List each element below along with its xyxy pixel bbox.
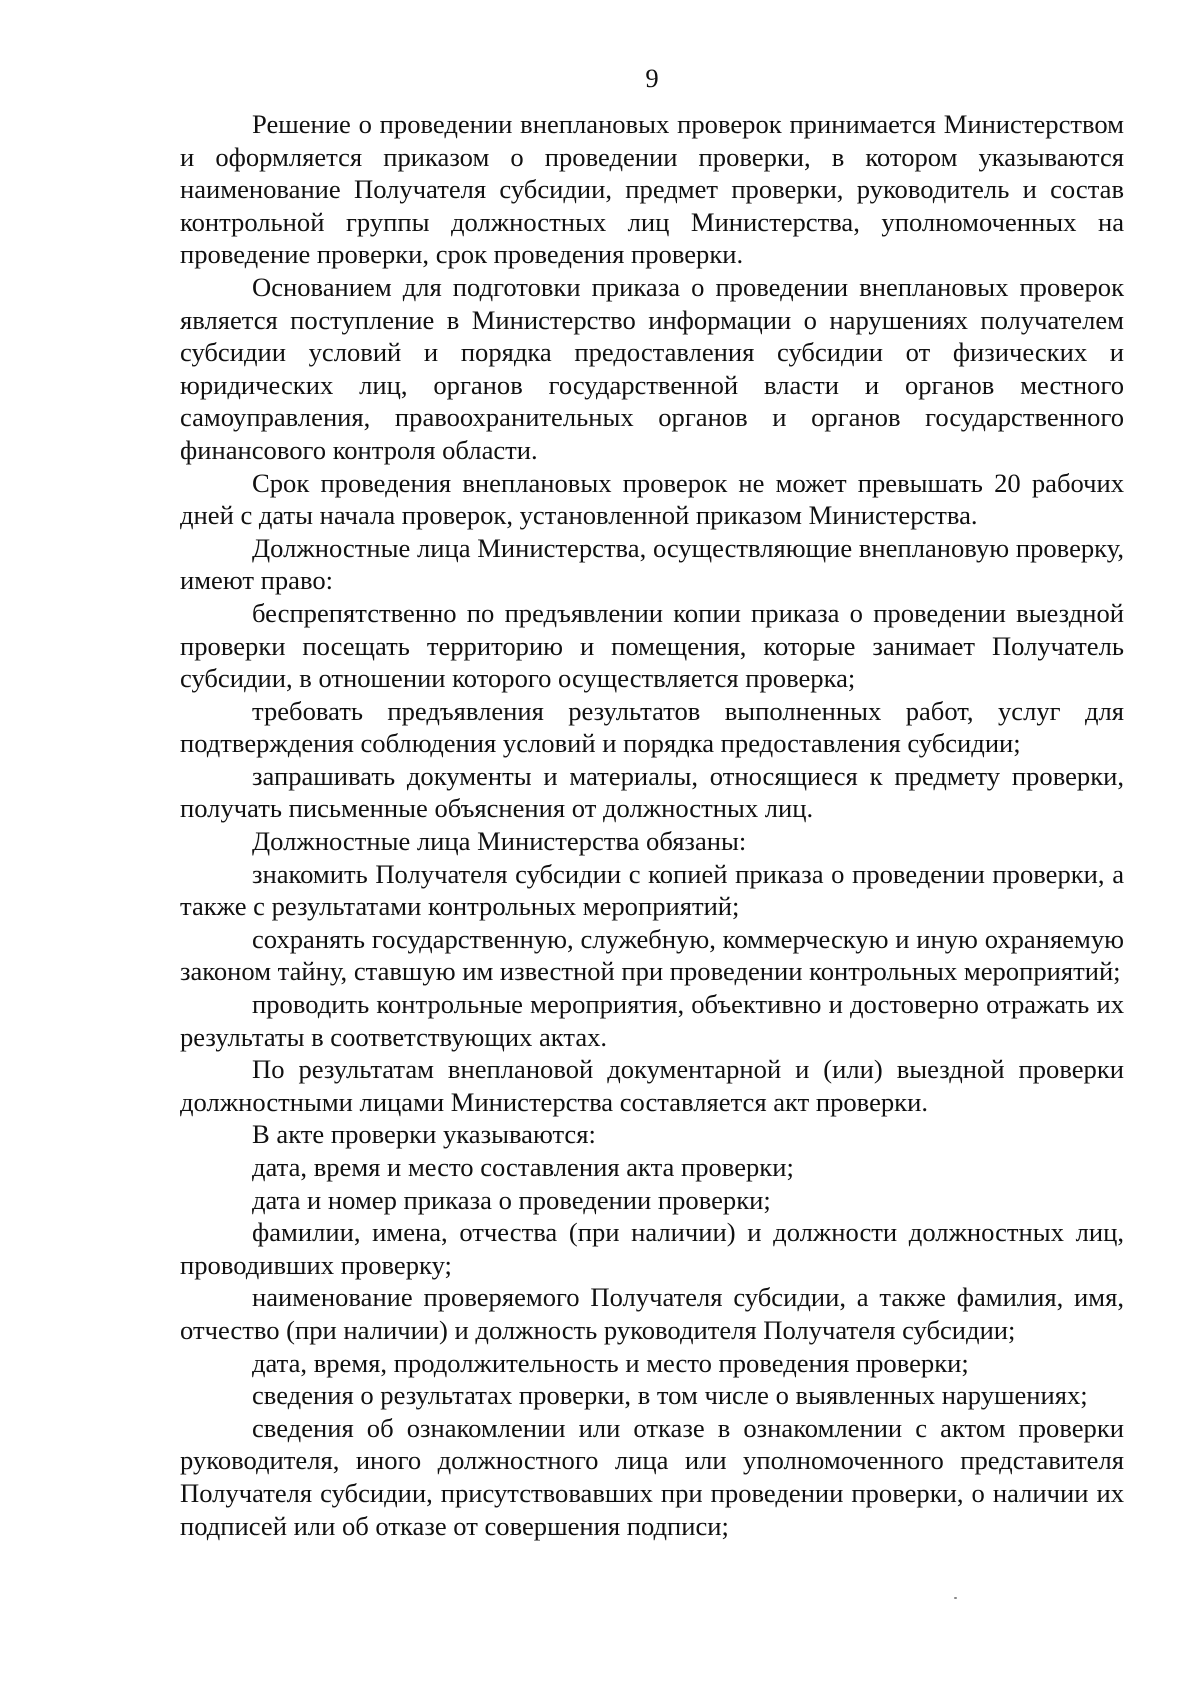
paragraph-unscheduled-inspection-decision: Решение о проведении внеплановых проверок принимается Министерством и оформляется приказом о проведении проверки, в котором указываются наименование Получателя субсидии, предмет проверки, руководитель и состав контрольной группы должностных лиц Министерства, уполномоченных на проведение проверки, срок проведения проверки. [180,109,1124,270]
paragraph-right-demand-results: требовать предъявления результатов выполненных работ, услуг для подтверждения соблюдения условий и порядка предоставления субсидии; [180,695,1124,759]
paragraph-right-request-documents: запрашивать документы и материалы, относящиеся к предмету проверки, получать письменные объяснения от должностных лиц. [180,760,1124,824]
paragraph-duty-acquaint-recipient: знакомить Получателя субсидии с копией приказа о проведении проверки, а также с результатами контрольных мероприятий; [180,858,1124,922]
paragraph-act-item-date-place: дата, время и место составления акта проверки; [252,1152,794,1182]
paragraph-act-item-acquaintance: сведения об ознакомлении или отказе в ознакомлении с актом проверки руководителя, иного должностного лица или уполномоченного представителя Получателя субсидии, присутствовавших при проведении проверки, о наличии их подписей или об отказе от совершения подписи; [180,1412,1124,1541]
document-body [180,108,1124,1542]
page-number: 9 [645,63,659,93]
paragraph-inspection-act-drawn: По результатам внеплановой документарной и (или) выездной проверки должностными лицами Министерства составляется акт проверки. [180,1054,1124,1117]
paragraph-right-visit-premises: беспрепятственно по предъявлении копии приказа о проведении выездной проверки посещать территорию и помещения, которые занимает Получатель субсидии, в отношении которого осуществляется проверка; [180,597,1124,694]
paragraph-act-item-order-number: дата и номер приказа о проведении проверки; [252,1184,771,1215]
paragraph-act-contents-intro: В акте проверки указываются: [252,1119,596,1150]
paragraph-act-item-officials-names: фамилии, имена, отчества (при наличии) и должности должностных лиц, проводивших проверку; [180,1217,1124,1280]
paragraph-officials-duties-intro: Должностные лица Министерства обязаны: [252,826,747,857]
paragraph-act-item-duration: дата, время, продолжительность и место проведения проверки; [252,1347,969,1378]
paragraph-duty-keep-secrets: сохранять государственную, служебную, коммерческую и иную охраняемую законом тайну, ставшую им известной при проведении контрольных мероприятий; [180,923,1124,987]
scan-speck [954,1597,957,1599]
paragraph-duty-conduct-objectively: проводить контрольные мероприятия, объективно и достоверно отражать их результаты в соответствующих актах. [180,989,1124,1052]
paragraph-act-item-recipient-name: наименование проверяемого Получателя субсидии, а также фамилия, имя, отчество (при наличии) и должность руководителя Получателя субсидии; [180,1282,1124,1345]
paragraph-officials-rights-intro: Должностные лица Министерства, осуществляющие внеплановую проверку, имеют право: [180,532,1124,596]
paragraph-grounds-for-order: Основанием для подготовки приказа о проведении внеплановых проверок является поступление в Министерство информации о нарушениях получателем субсидии условий и порядка предоставления субсидии от физических и юридических лиц, органов государственной власти и органов местного самоуправления, правоохранительных органов и органов государственного финансового контроля области. [180,271,1124,465]
paragraph-inspection-duration: Срок проведения внеплановых проверок не может превышать 20 рабочих дней с даты начала проверок, установленной приказом Министерства. [180,467,1124,531]
paragraph-act-item-results: сведения о результатах проверки, в том числе о выявленных нарушениях; [252,1380,1088,1411]
document-page [180,62,1124,1542]
